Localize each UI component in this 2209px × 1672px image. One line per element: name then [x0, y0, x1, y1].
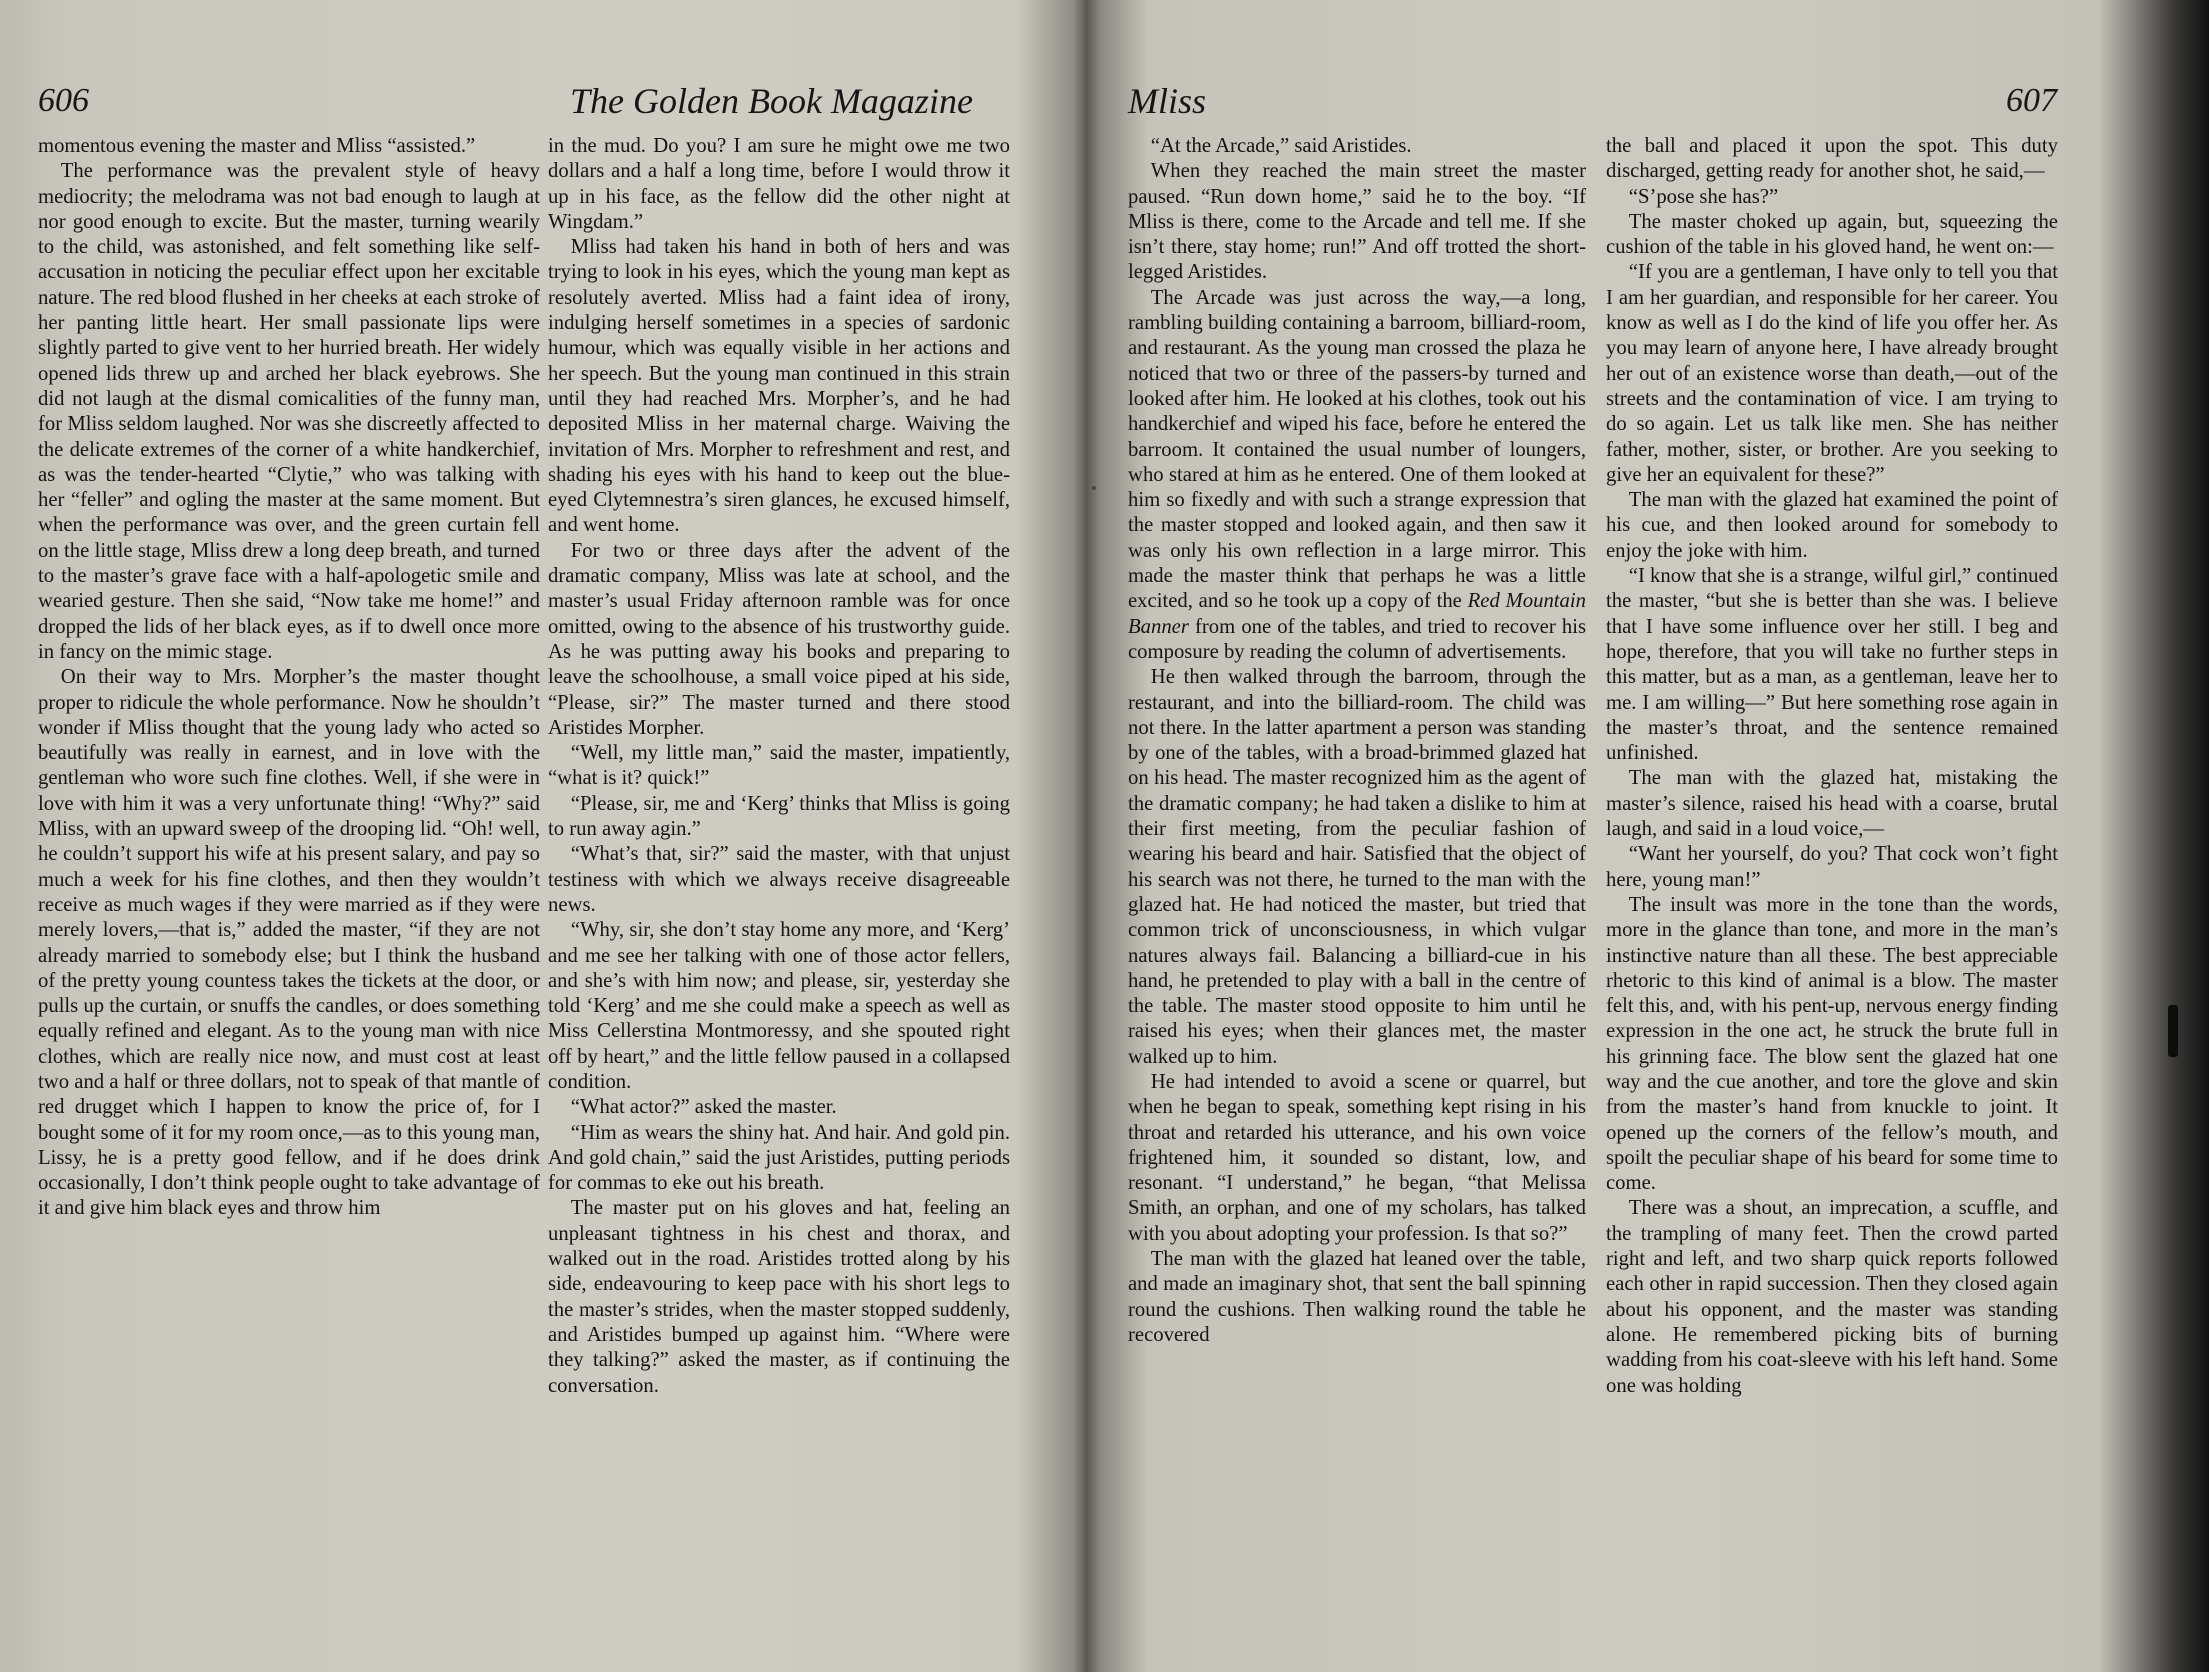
paragraph: “Him as wears the shiny hat. And hair. And gold pin. And gold chain,” said the just Aristides, putting periods for commas to eke out his breath.: [548, 1121, 1010, 1195]
paragraph: The man with the glazed hat examined the point of his cue, and then looked around for somebody to enjoy the joke with him.: [1606, 489, 2058, 562]
paragraph: When they reached the main street the master paused. “Run down home,” said he to the boy. “If Mliss is there, come to the Arcade and tell me. If she isn’t there, stay home; run!” And off trotted the short-legged Aristides.: [1128, 160, 1586, 284]
paragraph: He had intended to avoid a scene or quarrel, but when he began to speak, something kept rising in his throat and retarded his utterance, and his own voice frightened him, it sounded so distant, low, and resonant. “I understand,” he began, “that Melissa Smith, an orphan, and one of my scholars, has talked with you about adopting your profession. Is that so?”: [1128, 1070, 1586, 1245]
paragraph: The performance was the prevalent style of heavy mediocrity; the melodrama was not bad enough to laugh at nor good enough to excite. But the master, turning wearily to the child, was astonished, and felt something like self-accusation in noticing the peculiar effect upon her excitable nature. The red blood flushed in her cheeks at each stroke of her panting little heart. Her small passionate lips were slightly parted to give vent to her hurried breath. Her widely opened lids threw up and arched her black eyebrows. She did not laugh at the dismal comicalities of the funny man, for Mliss seldom laughed. Nor was she discreetly affected to the delicate extremes of the corner of a white handkerchief, as was the tender-hearted “Clytie,” who was talking with her “feller” and ogling the master at the same moment. But when the performance was over, and the green curtain fell on the little stage, Mliss drew a long deep breath, and turned to the master’s grave face with a half-apologetic smile and wearied gesture. Then she said, “Now take me home!” and dropped the lids of her black eyes, as if to dwell once more in fancy on the mimic stage.: [38, 160, 540, 663]
paragraph: Mliss had taken his hand in both of hers and was trying to look in his eyes, which the young man kept as resolutely averted. Mliss had a faint idea of irony, indulging herself sometimes in a species of sardonic humour, which was equally visible in her actions and her speech. But the young man continued in this strain until they had reached Mrs. Morpher’s, and he had deposited Mliss in her maternal charge. Waiving the invitation of Mrs. Morpher to refreshment and rest, and shading his eyes with his hand to keep out the blue-eyed Clytemnestra’s siren glances, he excused himself, and went home.: [548, 236, 1010, 537]
running-title: Mliss: [1128, 81, 1207, 121]
paragraph-text: from one of the tables, and tried to recover his composure by reading the column of advertisements.: [1128, 615, 1586, 663]
right-page: [1080, 0, 2160, 1672]
paragraph: “Why, sir, she don’t stay home any more, and ‘Kerg’ and me see her talking with one of those actor fellers, and she’s with him now; and please, sir, yesterday she told ‘Kerg’ and me she could make a speech as well as Miss Cellerstina Montmoressy, and she spouted right off by heart,” and the little fellow paused in a collapsed condition.: [548, 919, 1010, 1093]
page-number: 606: [38, 82, 89, 119]
paragraph: [1128, 286, 1586, 665]
paragraph: “Well, my little man,” said the master, impatiently, “what is it? quick!”: [548, 742, 1010, 790]
paragraph: “Please, sir, me and ‘Kerg’ thinks that Mliss is going to run away agin.”: [548, 792, 1010, 841]
running-title: The Golden Book Magazine: [570, 81, 973, 121]
paragraph: the ball and placed it upon the spot. This duty discharged, getting ready for another shot, he said,—: [1606, 135, 2058, 183]
print-speck: [1092, 486, 1096, 490]
paragraph: “What actor?” asked the master.: [570, 1096, 837, 1119]
text-column-2: [548, 134, 1010, 1399]
paragraph: There was a shout, an imprecation, a scuffle, and the trampling of many feet. Then the crowd parted right and left, and two sharp quick reports followed each other in rapid succession. Then they closed again about his opponent, and the master was standing alone. He remembered picking bits of burning wadding from his coat-sleeve with his left hand. Some one was holding: [1606, 1197, 2058, 1397]
paragraph: “I know that she is a strange, wilful girl,” continued the master, “but she is better than she was. I believe that I have some influence over her still. I beg and hope, therefore, that you will take no further steps in this matter, but as a man, as a gentleman, leave her to me. I am willing—” But here something rose again in the master’s throat, and the sentence remained unfinished.: [1606, 565, 2058, 765]
paragraph: “What’s that, sir?” said the master, with that unjust testiness with which we always receive disagreeable news.: [548, 843, 1010, 916]
paragraph: On their way to Mrs. Morpher’s the master thought proper to ridicule the whole performance. Now he shouldn’t wonder if Mliss thought that the young lady who acted so beautifully was really in earnest, and in love with the gentleman who wore such fine clothes. Well, if she were in love with him it was a very unfortunate thing! “Why?” said Mliss, with an upward sweep of the drooping lid. “Oh! well, he couldn’t support his wife at his present salary, and pay so much a week for his fine clothes, and then they wouldn’t receive as much wages if they were married as if they were merely lovers,—that is,” added the master, “if they are not already married to somebody else; but I think the husband of the pretty young countess takes the tickets at the door, or pulls up the curtain, or snuffs the candles, or does something equally refined and elegant. As to the young man with nice clothes, which are really nice now, and must cost at least two and a half or three dollars, not to speak of that mantle of red drugget which I happen to know the price of, for I bought some of it for my room once,—as to this young man, Lissy, he is a pretty good fellow, and if he does drink occasionally, I don’t think people ought to take advantage of it and give him black eyes and throw him: [38, 666, 540, 1220]
page-number: 607: [2006, 82, 2057, 119]
paragraph: The insult was more in the tone than the words, more in the glance than tone, and more in the man’s instinctive nature than all these. The best appreciable rhetoric to this kind of animal is a blow. The master felt this, and, with his pent-up, nervous energy finding expression in the one act, he struck the brute full in his grinning face. The blow sent the glazed hat one way and the cue another, and tore the glove and skin from the master’s hand from knuckle to joint. It opened up the corners of the fellow’s mouth, and spoilt the peculiar shape of his beard for some time to come.: [1606, 893, 2058, 1195]
paragraph: “If you are a gentleman, I have only to tell you that I am her guardian, and responsible for her career. You know as well as I do the kind of life you offer her. As you may learn of anyone here, I have already brought her out of an existence worse than death,—out of the streets and the contamination of vice. I am trying to do so again. Let us talk like men. She has neither father, mother, sister, or brother. Are you seeking to give her an equivalent for these?”: [1606, 261, 2058, 486]
left-page: [0, 0, 1060, 1672]
paragraph-text: The Arcade was just across the way,—a long, rambling building containing a barroom, billiard-room, and restaurant. As the young man crossed the plaza he noticed that two or three of the passers-by turned and looked after him. He looked at his clothes, took out his handkerchief and wiped his face, before he entered the barroom. It contained the usual number of loungers, who stared at him as he entered. One of them looked at him so fixedly and with such a strange expression that the master stopped and looked again, and then saw it was only his own reflection in a large mirror. This made the master think that perhaps he was a little excited, and so he took up a copy of the: [1128, 286, 1586, 613]
paragraph: in the mud. Do you? I am sure he might owe me two dollars and a half a long time, before I would throw it up in his face, as the fellow did the other night at Wingdam.”: [548, 135, 1010, 233]
page-clip: [2168, 1005, 2178, 1057]
paragraph: For two or three days after the advent of the dramatic company, Mliss was late at school, and the master’s usual Friday afternoon ramble was for once omitted, owing to the absence of his trustworthy guide. As he was putting away his books and preparing to leave the schoolhouse, a small voice piped at his side, “Please, sir?” The master turned and there stood Aristides Morpher.: [548, 539, 1010, 739]
paragraph: “S’pose she has?”: [1628, 185, 1779, 208]
paragraph: The master put on his gloves and hat, feeling an unpleasant tightness in his chest and thorax, and walked out in the road. Aristides trotted along by his side, endeavouring to keep pace with his short legs to the master’s strides, when the master stopped suddenly, and Aristides bumped up against him. “Where were they talking?” asked the master, as if continuing the conversation.: [548, 1197, 1010, 1397]
paragraph: “At the Arcade,” said Aristides.: [1150, 135, 1412, 157]
text-column-2: [1606, 134, 2058, 1399]
paragraph: The master choked up again, but, squeezing the cushion of the table in his gloved hand, he went on:—: [1606, 210, 2058, 259]
paragraph: The man with the glazed hat, mistaking the master’s silence, raised his head with a coarse, brutal laugh, and said in a loud voice,—: [1606, 767, 2058, 841]
text-column-1: [1128, 134, 1586, 1348]
paragraph: momentous evening the master and Mliss “assisted.”: [38, 135, 476, 157]
text-column-1: [38, 134, 540, 1222]
newspaper-title: Red Mountain Banner: [1128, 590, 1586, 638]
paragraph: “Want her yourself, do you? That cock won’t fight here, young man!”: [1606, 843, 2058, 891]
paragraph: The man with the glazed hat leaned over the table, and made an imaginary shot, that sent the ball spinning round the cushions. Then walking round the table he recovered: [1128, 1248, 1586, 1346]
paragraph: He then walked through the barroom, through the restaurant, and into the billiard-room. The child was not there. In the latter apartment a person was standing by one of the tables, with a broad-brimmed glazed hat on his head. The master recognized him as the agent of the dramatic company; he had taken a dislike to him at their first meeting, from the peculiar fashion of wearing his beard and hair. Satisfied that the object of his search was not there, he turned to the man with the glazed hat. He had noticed the master, but tried that common trick of unconsciousness, in which vulgar natures always fail. Balancing a billiard-cue in his hand, he pretended to play with a ball in the centre of the table. The master stood opposite to him until he raised his eyes; when their glances met, the master walked up to him.: [1128, 666, 1586, 1068]
